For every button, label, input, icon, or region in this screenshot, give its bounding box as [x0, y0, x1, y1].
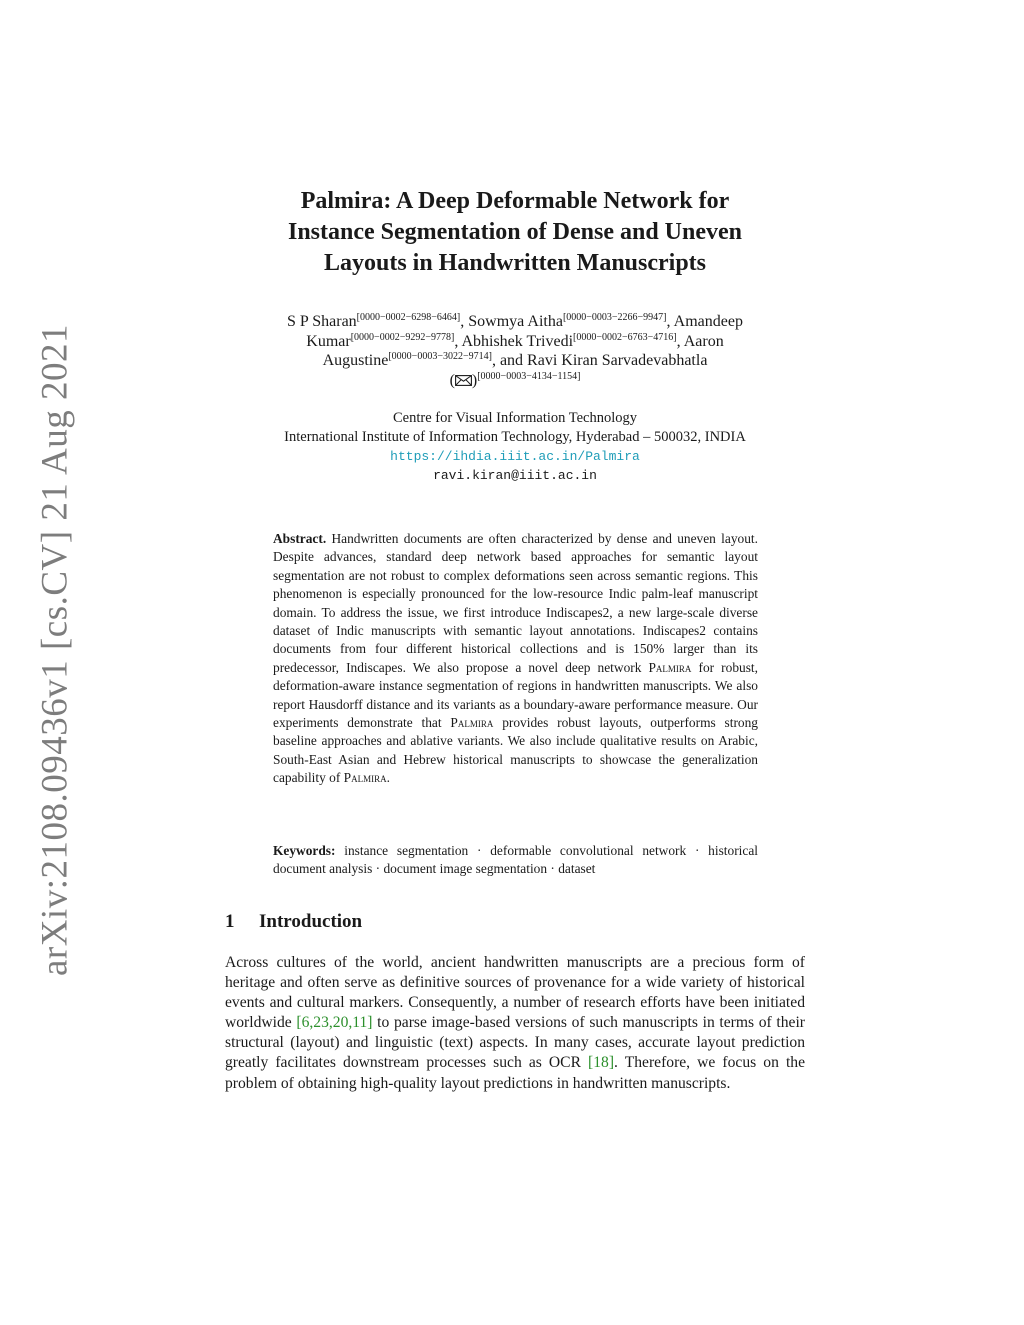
- section-title: Introduction: [259, 911, 363, 932]
- author-name: Abhishek Trivedi: [461, 332, 574, 350]
- paper-title: [225, 186, 805, 279]
- intro-paragraph: [225, 953, 805, 1094]
- citation-separator: ,: [309, 1014, 314, 1032]
- orcid-id: [0000−0003−2266−9947]: [562, 312, 667, 323]
- separator: ,: [666, 313, 674, 330]
- citation-link[interactable]: 20: [332, 1014, 349, 1032]
- section-heading: [225, 911, 362, 933]
- paragraph-text: Across cultures of the world, ancient handwritten manuscripts are a precious form of heritage and often serve as definitive sources of provenance for a wide variety of historical events and cultural markers. Consequently, a number of research efforts have been initiated worldwide: [225, 954, 805, 1032]
- section-number: 1: [225, 911, 235, 932]
- citation-separator: ,: [328, 1014, 333, 1032]
- citation-bracket: ]: [367, 1014, 373, 1032]
- author-name: Kumar: [306, 332, 351, 350]
- orcid-id: [0000−0002−6298−6464]: [356, 312, 461, 323]
- method-name: Palmira: [343, 770, 387, 786]
- method-name: Palmira: [648, 659, 692, 675]
- paragraph-text: . Therefore, we focus on the problem of obtaining high-quality layout predictions in handwritten manuscripts.: [225, 1054, 805, 1092]
- author-line: [220, 312, 810, 332]
- orcid-id: [0000−0002−6763−4716]: [573, 331, 677, 343]
- abstract-text: provides robust layouts, outperforms strong baseline approaches and ablative variants. We also include qualitative results on Arabic, South-East Asian and Hebrew historical manuscripts to showcase the generalization capability of: [273, 715, 758, 786]
- author-name: S P Sharan: [287, 313, 357, 330]
- author-name: Aaron: [683, 332, 724, 350]
- citation-link[interactable]: 6: [301, 1014, 310, 1032]
- abstract-text: for robust, deformation-aware instance segmentation of regions in handwritten manuscripts. We also report Hausdorff distance and its variants as a boundary-aware performance measure. Our experiments demonstrate that: [273, 659, 758, 731]
- abstract: [273, 530, 758, 788]
- orcid-id: [0000−0002−9292−9778]: [350, 331, 455, 343]
- citation-link[interactable]: 23: [313, 1014, 329, 1032]
- author-name: Sowmya Aitha: [468, 313, 563, 330]
- institute-name: International Institute of Information Technology, Hyderabad – 500032, INDIA: [284, 429, 746, 445]
- citation-link[interactable]: 11: [352, 1014, 368, 1032]
- centre-name: Centre for Visual Information Technology: [392, 410, 638, 426]
- paragraph-text: to parse image-based versions of such manuscripts in terms of their structural (layout) and linguistic (text) aspects. In many cases, accurate layout prediction greatly facilitates downstream processes such as OCR: [225, 1014, 805, 1072]
- author-line: [220, 332, 810, 352]
- email-address: ravi.kiran@iiit.ac.in: [433, 468, 597, 483]
- title-line: Instance Segmentation of Dense and Uneven: [287, 219, 742, 245]
- author-line: [220, 371, 810, 391]
- author-name: Ravi Kiran Sarvadevabhatla: [527, 352, 708, 369]
- author-name: Augustine: [322, 352, 389, 369]
- separator: , and: [491, 352, 528, 369]
- author-name: Amandeep: [673, 313, 743, 330]
- abstract-text: Handwritten documents are often characterized by dense and uneven layout. Despite advances, standard deep network based approaches for semantic layout segmentation are not robust to complex deformations seen across semantic regions. This phenomenon is especially pronounced for the low-resource Indic palm-leaf manuscript domain. To address the issue, we first introduce Indiscapes2, a new large-scale diverse dataset of Indic manuscripts with semantic layout annotations. Indiscapes2 contains documents from four different historical collections and is 150% larger than its predecessor, Indiscapes. We also propose a novel deep network: [273, 531, 758, 675]
- orcid-id: [0000−0003−3022−9714]: [388, 351, 492, 362]
- keywords-label: Keywords:: [273, 843, 336, 858]
- abstract-label: Abstract.: [273, 531, 327, 546]
- separator: ,: [460, 313, 469, 330]
- author-list: [220, 312, 810, 390]
- envelope-icon: [455, 375, 472, 386]
- citation-separator: ,: [348, 1014, 353, 1032]
- project-url-link[interactable]: https://ihdia.iiit.ac.in/Palmira: [390, 449, 640, 464]
- orcid-id: [0000−0003−4134−1154]: [477, 370, 581, 382]
- title-line: Layouts in Handwritten Manuscripts: [323, 250, 707, 276]
- keywords: [273, 842, 758, 879]
- paren: (: [449, 371, 455, 389]
- abstract-text: .: [386, 770, 390, 786]
- author-line: [220, 351, 810, 371]
- separator: ,: [454, 332, 462, 350]
- paren: ): [471, 371, 478, 389]
- title-line: Palmira: A Deep Deformable Network for: [300, 188, 730, 214]
- separator: ,: [676, 332, 684, 350]
- arxiv-identifier-text: arXiv:2108.09436v1 [cs.CV] 21 Aug 2021: [34, 323, 76, 977]
- citation-bracket: [: [296, 1014, 302, 1032]
- keywords-text: instance segmentation · deformable convolutional network · historical document analysis · document image segmentation · dataset: [273, 843, 758, 877]
- affiliation: [220, 409, 810, 485]
- citation-link[interactable]: [18]: [588, 1054, 615, 1072]
- method-name: Palmira: [450, 715, 494, 731]
